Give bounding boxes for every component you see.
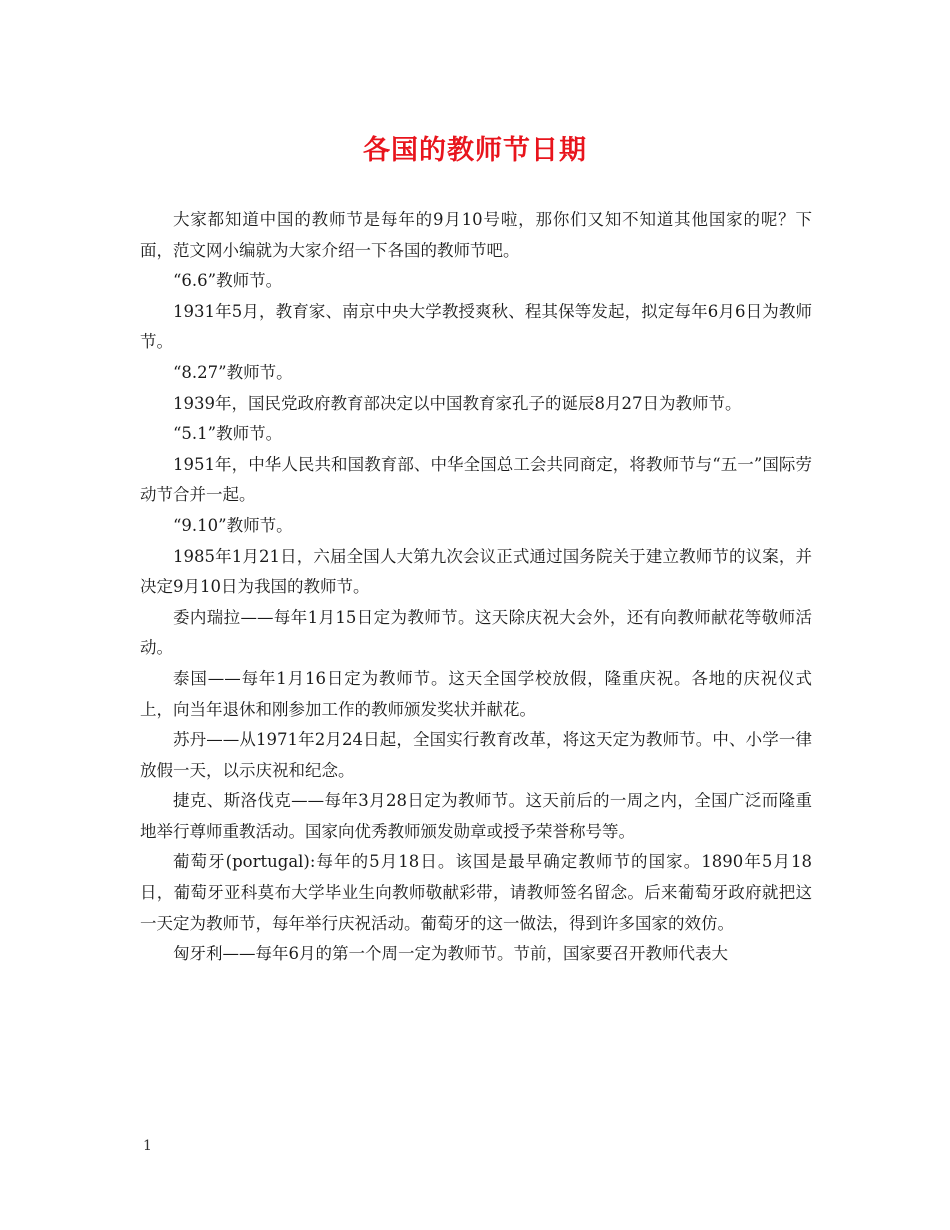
paragraph-1985: 1985年1月21日，六届全国人大第九次会议正式通过国务院关于建立教师节的议案，并决定9月10日为我国的教师节。 (140, 546, 812, 597)
paragraph-1951: 1951年，中华人民共和国教育部、中华全国总工会共同商定，将教师节与“五一”国际劳动节合并一起。 (140, 454, 812, 505)
paragraph-thailand: 泰国——每年1月16日定为教师节。这天全国学校放假，隆重庆祝。各地的庆祝仪式上，向当年退休和刚参加工作的教师颁发奖状并献花。 (140, 668, 812, 719)
paragraph-venezuela: 委内瑞拉——每年1月15日定为教师节。这天除庆祝大会外，还有向教师献花等敬师活动。 (140, 607, 812, 658)
paragraph-hungary: 匈牙利——每年6月的第一个周一定为教师节。节前，国家要召开教师代表大 (173, 944, 728, 964)
paragraph-heading-8-27: “8.27”教师节。 (173, 362, 293, 382)
paragraph-intro: 大家都知道中国的教师节是每年的9月10号啦，那你们又知不知道其他国家的呢？下面，范文网小编就为大家介绍一下各国的教师节吧。 (140, 210, 812, 260)
paragraph-portugal: 葡萄牙(portugal):每年的5月18日。该国是最早确定教师节的国家。1890年5月18日，葡萄牙亚科莫布大学毕业生向教师敬献彩带，请教师签名留念。后来葡萄牙政府就把这一天定为教师节，每年举行庆祝活动。葡萄牙的这一做法，得到许多国家的效仿。 (140, 852, 812, 933)
page-number: 1 (143, 1138, 152, 1154)
document-title: 各国的教师节日期 (363, 135, 587, 166)
paragraph-heading-9-10: “9.10”教师节。 (173, 515, 293, 535)
paragraph-heading-5-1: “5.1”教师节。 (173, 424, 283, 444)
paragraph-1931: 1931年5月，教育家、南京中央大学教授爽秋、程其保等发起，拟定每年6月6日为教师节。 (140, 301, 812, 352)
paragraph-sudan: 苏丹——从1971年2月24日起，全国实行教育改革，将这天定为教师节。中、小学一律放假一天，以示庆祝和纪念。 (140, 730, 812, 780)
paragraph-1939: 1939年，国民党政府教育部决定以中国教育家孔子的诞辰8月27日为教师节。 (173, 393, 742, 413)
paragraph-heading-6-6: “6.6”教师节。 (173, 271, 283, 291)
document-body (140, 205, 812, 970)
paragraph-czech-slovakia: 捷克、斯洛伐克——每年3月28日定为教师节。这天前后的一周之内，全国广泛而隆重地举行尊师重教活动。国家向优秀教师颁发勋章或授予荣誉称号等。 (140, 791, 812, 841)
